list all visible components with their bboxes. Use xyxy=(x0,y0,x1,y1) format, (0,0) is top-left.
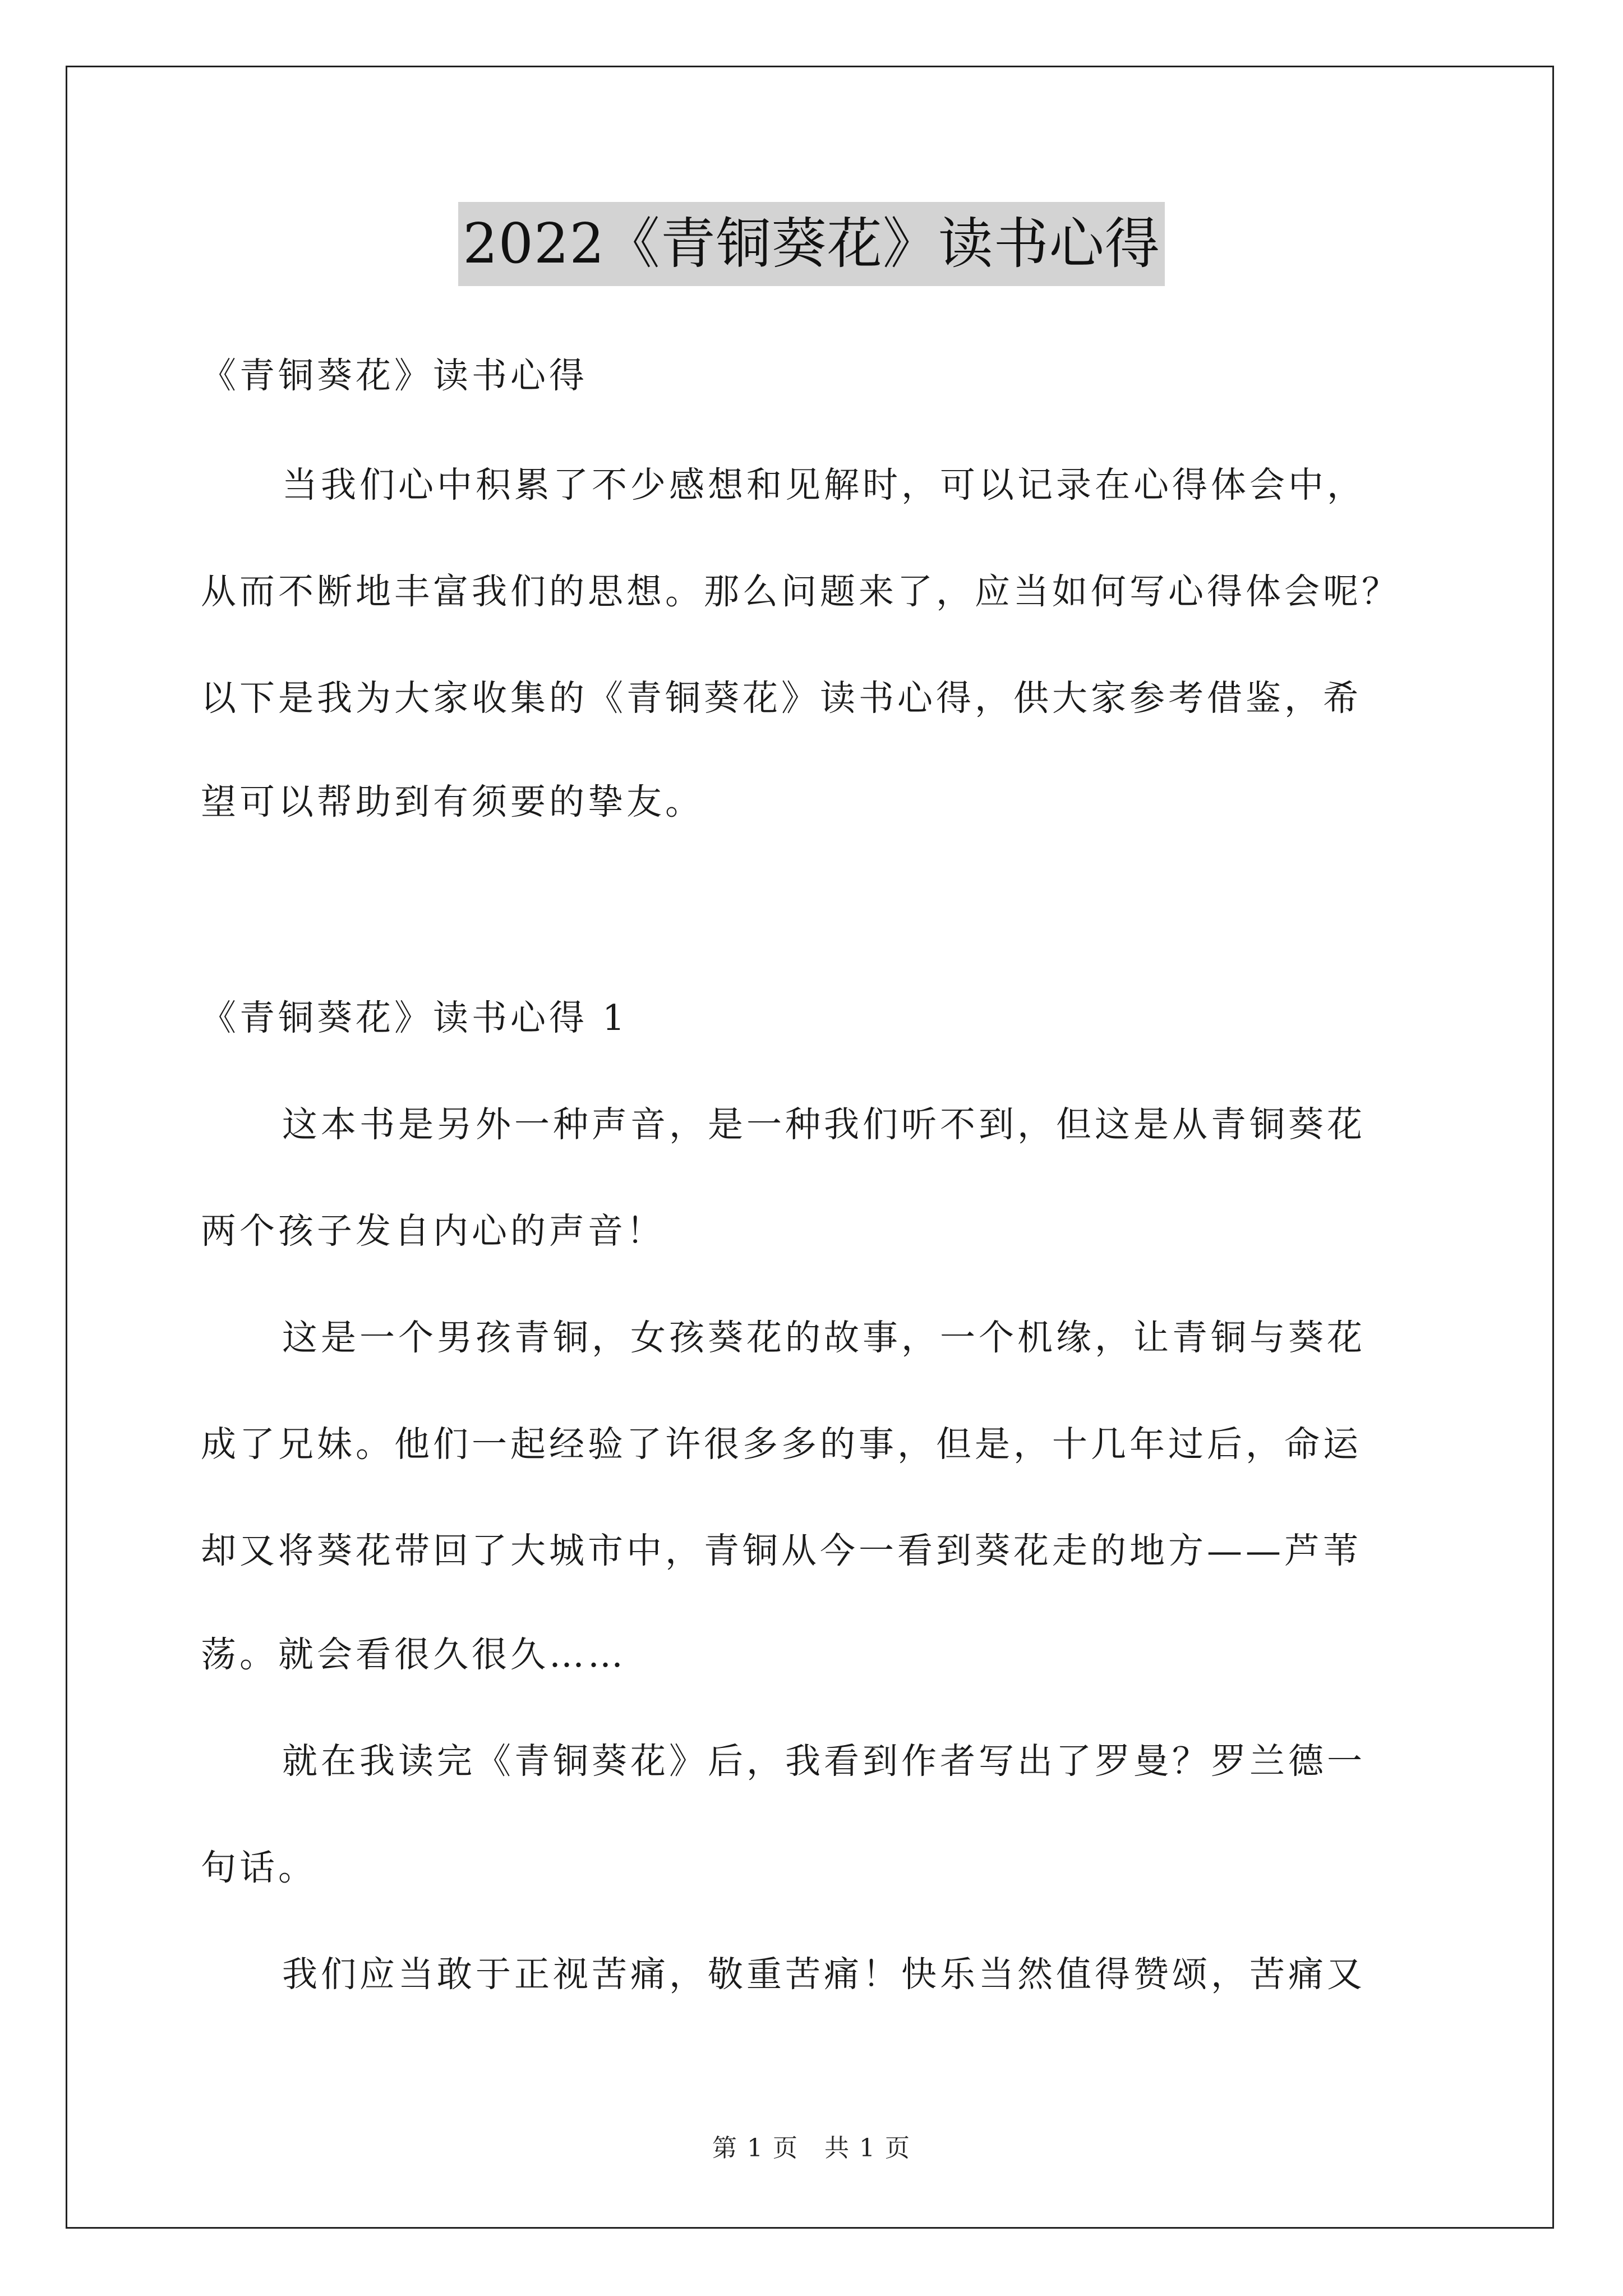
body-line: 句话。 xyxy=(201,1847,317,1888)
body-line: 当我们心中积累了不少感想和见解时，可以记录在心得体会中， xyxy=(282,464,1366,505)
body-line: 两个孩子发自内心的声音！ xyxy=(201,1211,665,1251)
body-line: 这是一个男孩青铜，女孩葵花的故事，一个机缘，让青铜与葵花 xyxy=(282,1317,1366,1358)
section-heading: 《青铜葵花》读书心得 xyxy=(201,355,588,396)
section-heading: 《青铜葵花》读书心得 1 xyxy=(201,997,629,1038)
body-line: 以下是我为大家收集的《青铜葵花》读书心得，供大家参考借鉴，希 xyxy=(201,678,1362,719)
page-footer: 第 1 页 共 1 页 xyxy=(712,2134,911,2162)
body-line: 成了兄妹。他们一起经验了许很多多的事，但是，十几年过后，命运 xyxy=(201,1424,1362,1465)
body-line: 我们应当敢于正视苦痛，敬重苦痛！快乐当然值得赞颂，苦痛又 xyxy=(282,1954,1366,1995)
body-line: 从而不断地丰富我们的思想。那么问题来了，应当如何写心得体会呢？ xyxy=(201,571,1400,612)
body-line: 这本书是另外一种声音，是一种我们听不到，但这是从青铜葵花 xyxy=(282,1104,1366,1145)
body-line: 却又将葵花带回了大城市中，青铜从今一看到葵花走的地方——芦苇 xyxy=(201,1530,1362,1571)
body-line: 就在我读完《青铜葵花》后，我看到作者写出了罗曼？罗兰德一 xyxy=(282,1741,1366,1782)
body-line: 望可以帮助到有须要的挚友。 xyxy=(201,781,704,822)
title-container xyxy=(0,202,1623,286)
document-title: 2022《青铜葵花》读书心得 xyxy=(458,202,1164,286)
body-line: 荡。就会看很久很久…… xyxy=(201,1634,626,1675)
